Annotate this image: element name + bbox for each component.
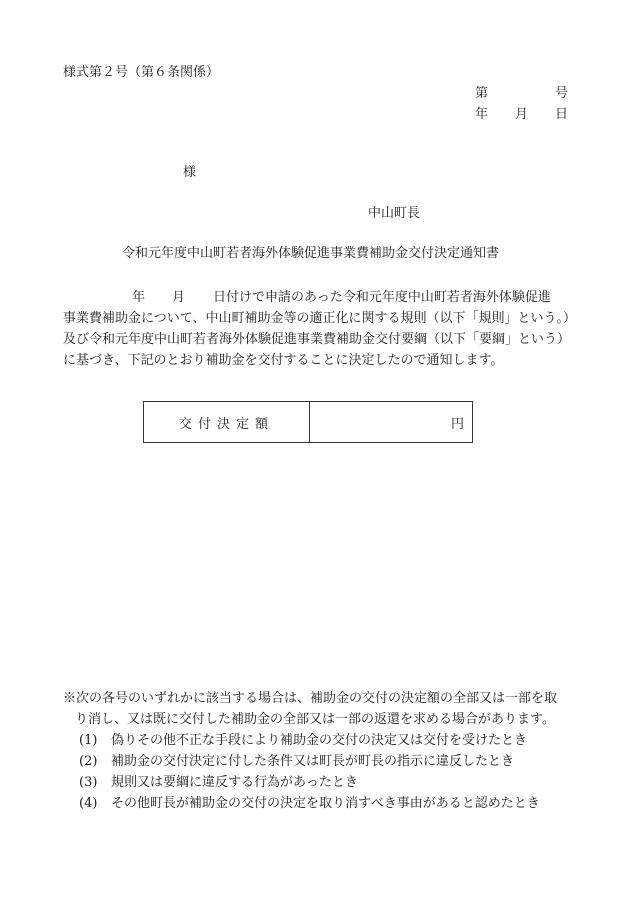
note-item-number: (4): [79, 796, 98, 811]
note-item-text: 補助金の交付決定に付した条件又は町長が町長の指示に違反したとき: [111, 754, 515, 769]
doc-number-suffix: 号: [555, 86, 569, 101]
note-item-text: 規則又は要綱に違反する行為があったとき: [111, 775, 358, 790]
amount-unit: 円: [450, 416, 464, 432]
recipient-honorific: 様: [183, 165, 197, 180]
note-item-number: (3): [79, 775, 98, 790]
note-item-text: その他町長が補助金の交付の決定を取り消すべき事由があると認めたとき: [111, 796, 540, 811]
body-line-1: [63, 287, 583, 308]
body-paragraph: [63, 287, 583, 371]
notes-intro-line-1: ※次の各号のいずれかに該当する場合は、補助金の交付の決定額の全部又は一部を取: [63, 691, 558, 706]
form-label: 様式第２号（第６条関係）: [63, 65, 220, 80]
note-item-number: (1): [79, 733, 98, 748]
note-item: [63, 793, 583, 814]
date-month-label: 月: [515, 107, 529, 122]
note-item: [63, 772, 583, 793]
notes-intro-line-2: り消し、又は既に交付した補助金の全部又は一部の返還を求める場合があります。: [75, 712, 555, 727]
amount-table: [143, 401, 473, 443]
doc-number-prefix: 第: [475, 86, 489, 101]
document-title: 令和元年度中山町若者海外体験促進事業費補助金交付決定通知書: [122, 246, 500, 261]
body-year-label: 年: [132, 290, 146, 305]
note-item: [63, 730, 583, 751]
body-line-1-text: 日付けで申請のあった令和元年度中山町若者海外体験促進: [213, 290, 551, 305]
issuer-name: 中山町長: [368, 206, 421, 221]
date-day-label: 日: [555, 107, 569, 122]
amount-value-cell: [310, 402, 472, 442]
note-item: [63, 751, 583, 772]
note-item-text: 偽りその他不正な手段により補助金の交付の決定又は交付を受けたとき: [111, 733, 528, 748]
body-line-4: に基づき、下記のとおり補助金を交付することに決定したので通知します。: [63, 353, 504, 368]
body-line-3: 及び令和元年度中山町若者海外体験促進事業費補助金交付要綱（以下「要綱」という）: [63, 332, 571, 347]
body-line-2: 事業費補助金について、中山町補助金等の適正化に関する規則（以下「規則」という。）: [63, 311, 576, 326]
notes-section: [63, 688, 583, 814]
date-year-label: 年: [475, 107, 489, 122]
body-month-label: 月: [172, 290, 186, 305]
amount-label: 交付決定額: [144, 402, 310, 442]
note-item-number: (2): [79, 754, 98, 769]
